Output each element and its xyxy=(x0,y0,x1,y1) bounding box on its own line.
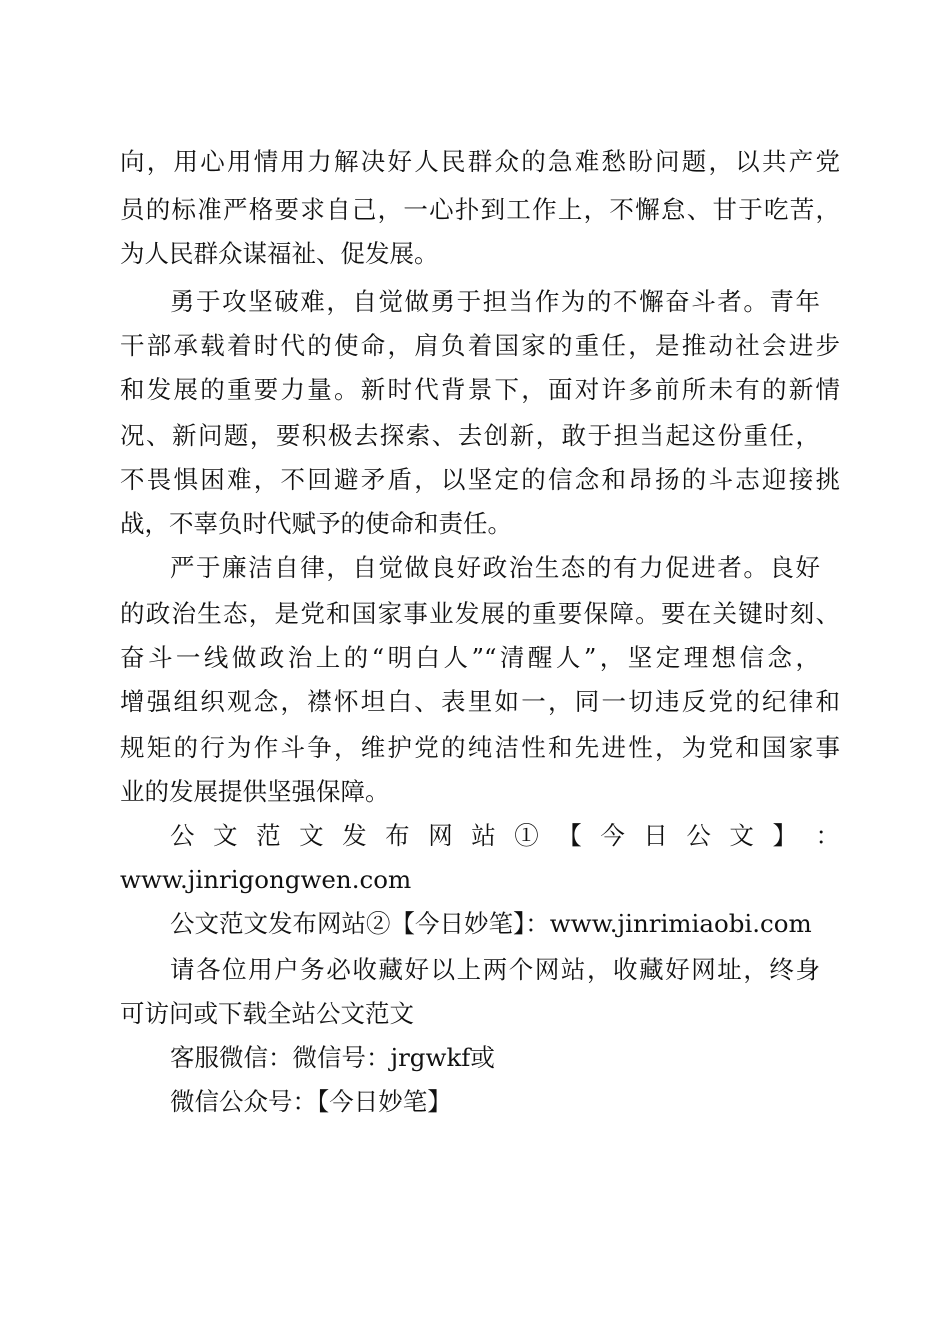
paragraph-2-line-1: 勇于攻坚破难，自觉做勇于担当作为的不懈奋斗者。青年 xyxy=(170,287,820,316)
paragraph-1-line-1: 向，用心用情用力解决好人民群众的急难愁盼问题，以共产党 xyxy=(120,147,840,176)
paragraph-3-line-3: 奋斗一线做政治上的“明白人”“清醒人”，坚定理想信念， xyxy=(120,643,820,672)
notice-line-1: 请各位用户务必收藏好以上两个网站，收藏好网址，终身 xyxy=(170,955,820,984)
site-1-url: www.jinrigongwen.com xyxy=(120,865,412,894)
paragraph-2-line-5: 不畏惧困难，不回避矛盾，以坚定的信念和昂扬的斗志迎接挑 xyxy=(120,465,840,494)
paragraph-2-line-6: 战，不辜负时代赋予的使命和责任。 xyxy=(120,509,512,538)
paragraph-2-line-2: 干部承载着时代的使命，肩负着国家的重任，是推动社会进步 xyxy=(120,331,840,360)
paragraph-2-line-3: 和发展的重要力量。新时代背景下，面对许多前所未有的新情 xyxy=(120,375,840,404)
paragraph-1-line-2: 员的标准严格要求自己，一心扑到工作上，不懈怠、甘于吃苦， xyxy=(120,195,840,224)
customer-service-wechat: 客服微信：微信号：jrgwkf或 xyxy=(170,1043,495,1072)
paragraph-3-line-4: 增强组织观念，襟怀坦白、表里如一，同一切违反党的纪律和 xyxy=(120,687,840,716)
paragraph-3-line-2: 的政治生态，是党和国家事业发展的重要保障。要在关键时刻、 xyxy=(120,599,840,628)
site-2-info: 公文范文发布网站②【今日妙笔】：www.jinrimiaobi.com xyxy=(170,909,812,938)
paragraph-3-line-6: 业的发展提供坚强保障。 xyxy=(120,777,390,806)
official-account: 微信公众号：【今日妙笔】 xyxy=(170,1087,452,1116)
paragraph-2-line-4: 况、新问题，要积极去探索、去创新，敢于担当起这份重任， xyxy=(120,421,820,450)
notice-line-2: 可访问或下载全站公文范文 xyxy=(120,999,414,1028)
paragraph-3-line-1: 严于廉洁自律，自觉做良好政治生态的有力促进者。良好 xyxy=(170,553,820,582)
paragraph-3-line-5: 规矩的行为作斗争，维护党的纯洁性和先进性，为党和国家事 xyxy=(120,733,840,762)
paragraph-1-line-3: 为人民群众谋福祉、促发展。 xyxy=(120,239,439,268)
site-1-label: 公 文 范 文 发 布 网 站 ① 【 今 日 公 文 】 ： xyxy=(170,821,840,850)
